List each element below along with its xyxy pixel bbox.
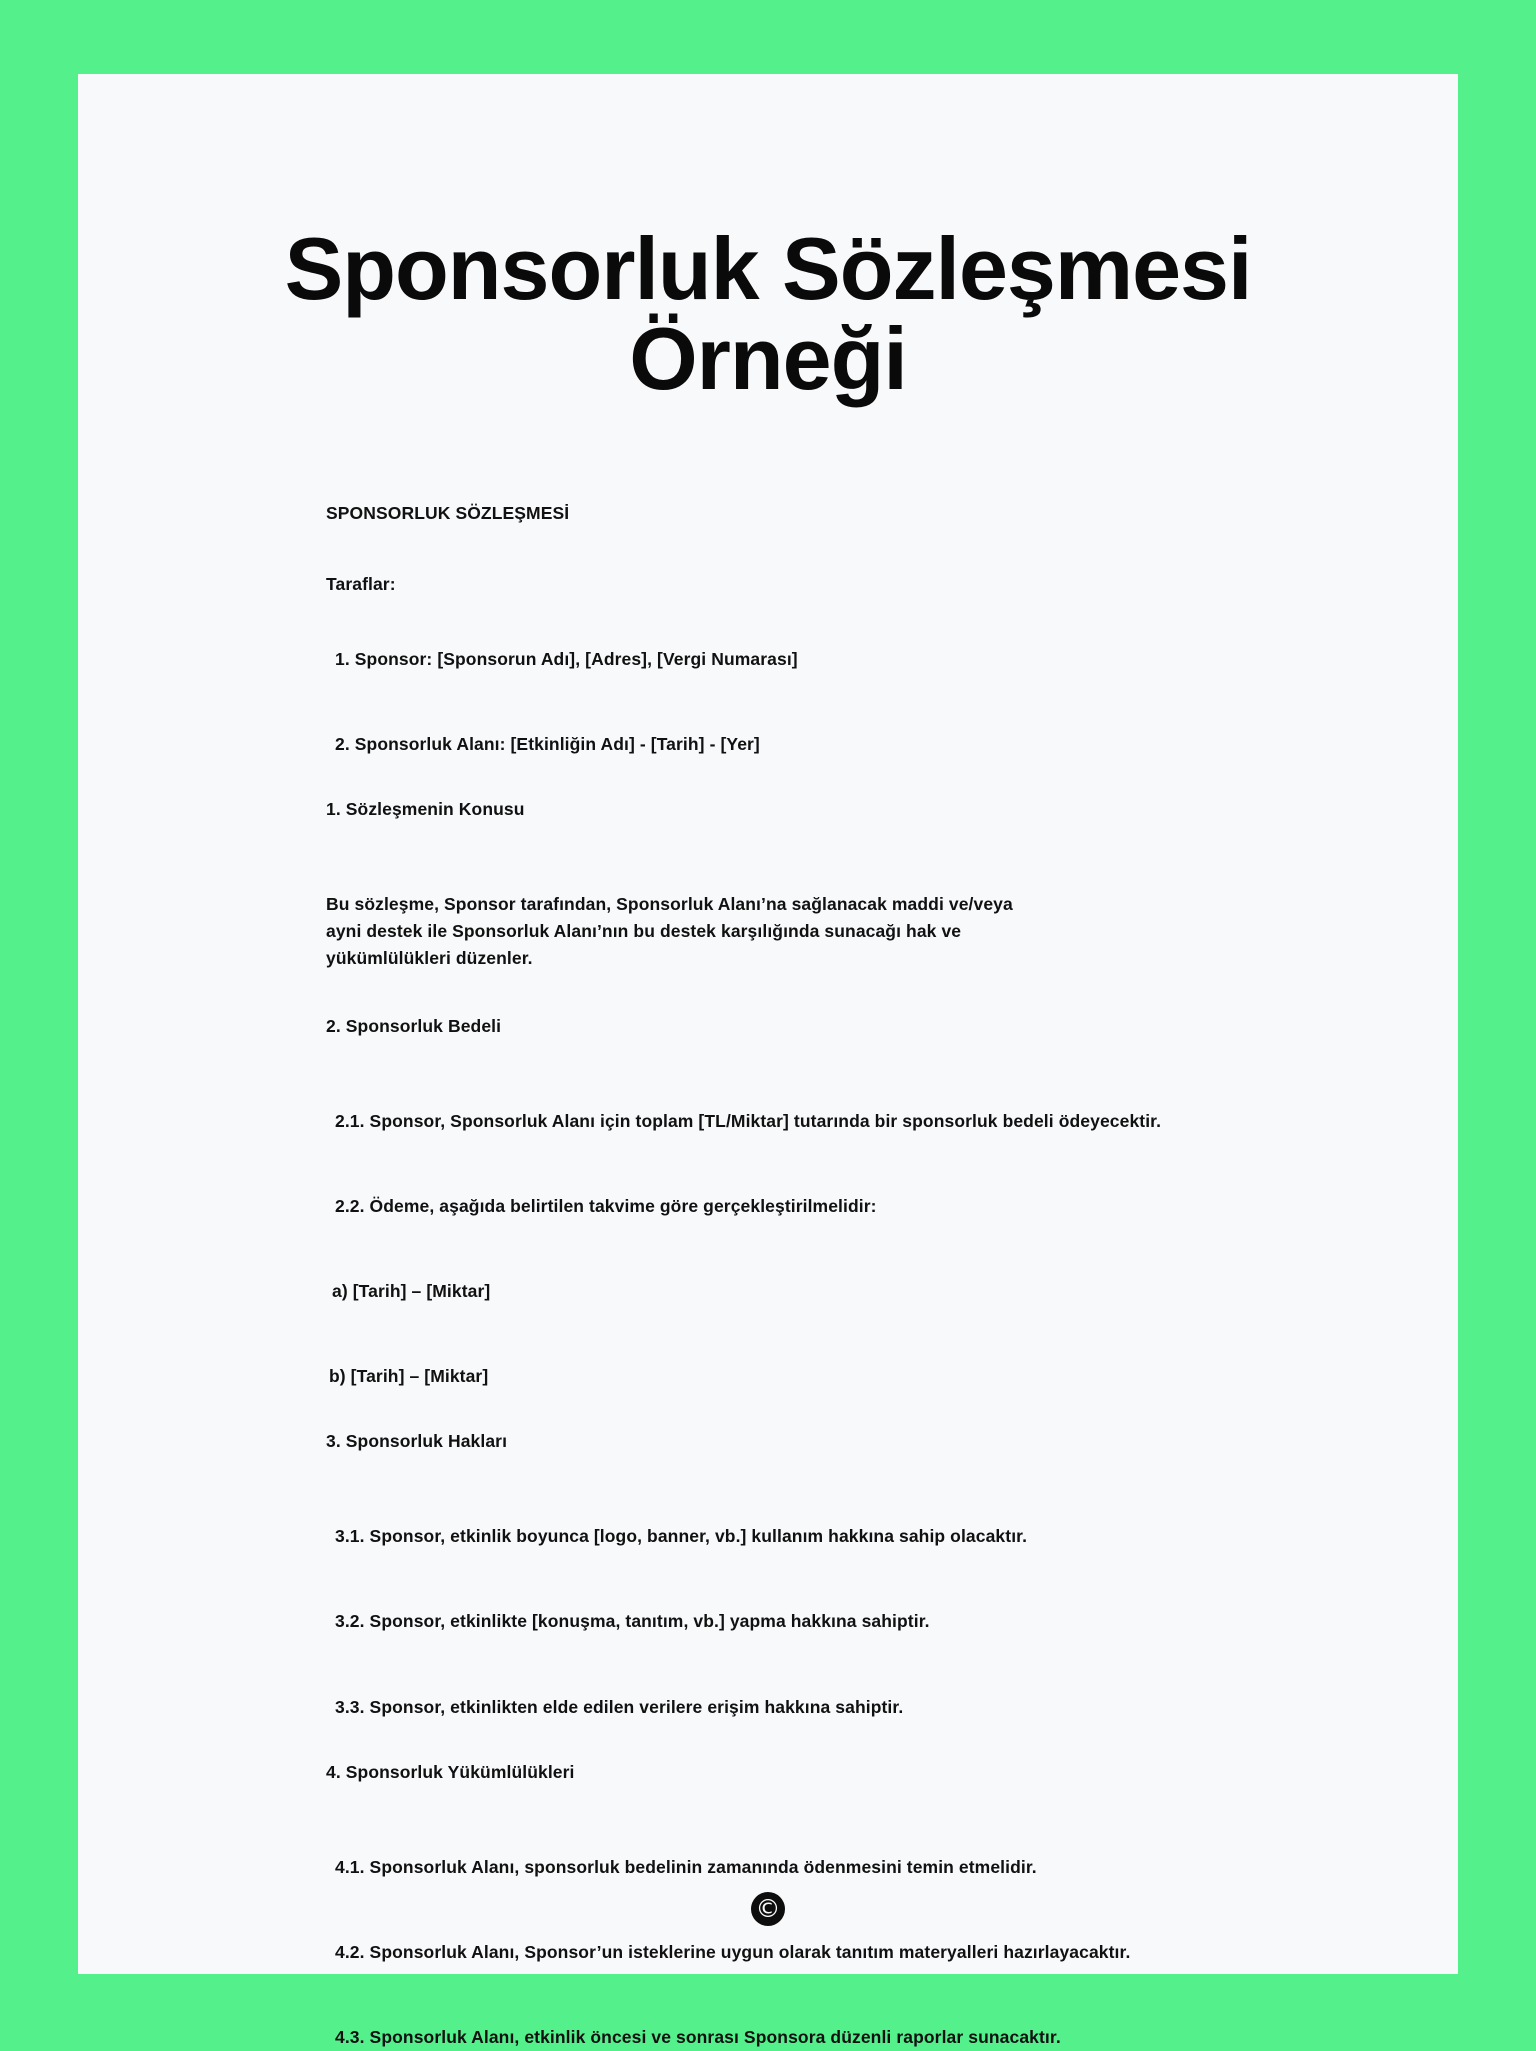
page-title: Sponsorluk Sözleşmesi Örneği (78, 74, 1458, 404)
section-item-4-2: 4.2. Sponsorluk Alanı, Sponsor’un isteklerine uygun olarak tanıtım materyalleri hazırlayacaktır. (335, 1939, 1210, 1966)
party-item-sponsorluk-alani: 2. Sponsorluk Alanı: [Etkinliğin Adı] - [Tarih] - [Yer] (335, 731, 1210, 758)
section-item-3-1: 3.1. Sponsor, etkinlik boyunca [logo, banner, vb.] kullanım hakkına sahip olacaktır. (335, 1523, 1210, 1550)
section-heading-2: 2. Sponsorluk Bedeli (326, 1013, 1210, 1040)
copyright-icon: © (751, 1892, 785, 1926)
document-footer (78, 1892, 1458, 1926)
section-item-2-2-b: b) [Tarih] – [Miktar] (329, 1363, 1210, 1390)
party-item-sponsor: 1. Sponsor: [Sponsorun Adı], [Adres], [Vergi Numarası] (335, 646, 1210, 673)
section-heading-4: 4. Sponsorluk Yükümlülükleri (326, 1759, 1210, 1786)
section-item-2-2: 2.2. Ödeme, aşağıda belirtilen takvime göre gerçekleştirilmelidir: (335, 1193, 1210, 1220)
section-item-2-2-a: a) [Tarih] – [Miktar] (332, 1278, 1210, 1305)
section-item-4-3: 4.3. Sponsorluk Alanı, etkinlik öncesi ve sonrası Sponsora düzenli raporlar sunacaktır. (335, 2024, 1210, 2051)
document-body (78, 500, 1458, 2051)
document-page (78, 74, 1458, 1974)
section-item-4-1: 4.1. Sponsorluk Alanı, sponsorluk bedelinin zamanında ödenmesini temin etmelidir. (335, 1854, 1210, 1881)
section-item-3-3: 3.3. Sponsor, etkinlikten elde edilen verilere erişim hakkına sahiptir. (335, 1694, 1210, 1721)
section-item-3-2: 3.2. Sponsor, etkinlikte [konuşma, tanıtım, vb.] yapma hakkına sahiptir. (335, 1608, 1210, 1635)
parties-label: Taraflar: (326, 571, 1210, 598)
section-paragraph-1: Bu sözleşme, Sponsor tarafından, Sponsorluk Alanı’na sağlanacak maddi ve/veya ayni destek ile Sponsorluk Alanı’nın bu destek karşılığında sunacağı hak ve yükümlülükleri düzenler. (326, 891, 1046, 972)
section-item-2-1: 2.1. Sponsor, Sponsorluk Alanı için toplam [TL/Miktar] tutarında bir sponsorluk bedeli ödeyecektir. (335, 1108, 1210, 1135)
section-heading-1: 1. Sözleşmenin Konusu (326, 796, 1210, 823)
section-heading-3: 3. Sponsorluk Hakları (326, 1428, 1210, 1455)
contract-heading: SPONSORLUK SÖZLEŞMESİ (326, 500, 1210, 527)
